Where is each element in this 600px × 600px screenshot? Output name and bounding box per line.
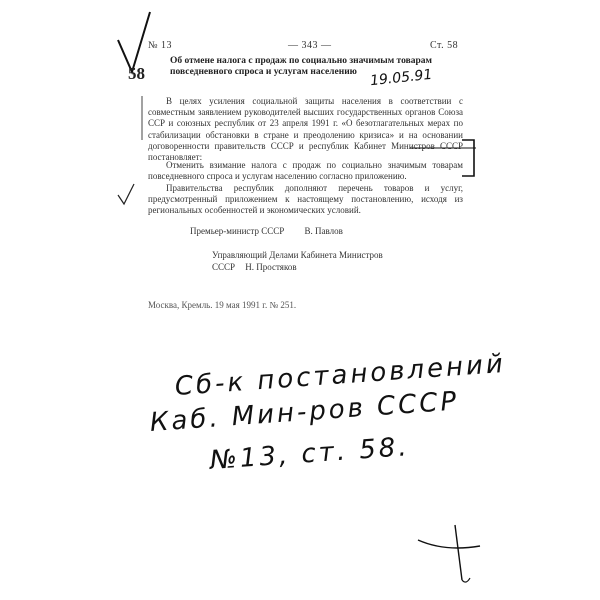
signature-title: Премьер-министр СССР <box>190 226 285 236</box>
signature-premier <box>190 226 343 236</box>
paragraph-republics: Правительства республик дополняют перечень товаров и услуг, предусмотренный приложением к настоящему постановлению, исходя из региональных особенностей и экономических условий. <box>148 183 463 216</box>
signature-manager <box>212 249 402 273</box>
page-number: — 343 — <box>288 40 332 51</box>
decree-number: 58 <box>128 64 145 83</box>
place-date: Москва, Кремль. 19 мая 1991 г. № 251. <box>148 300 297 310</box>
bracket-mark <box>462 140 474 176</box>
paragraph-resolution: Отменить взимание налога с продаж по социально значимым товарам повседневного спроса и услугам населению согласно приложению. <box>148 160 463 182</box>
issue-number: № 13 <box>148 40 173 51</box>
margin-tick-icon <box>118 184 134 204</box>
signature-title: Управляющий Делами Кабинета Министров СССР <box>212 250 383 272</box>
article-ref: Ст. 58 <box>430 40 459 51</box>
handwritten-date: 19.05.91 <box>369 66 434 90</box>
handwritten-note-line-3: №13, ст. 58. <box>208 432 411 476</box>
handwritten-note-line-2: Каб. Мин-ров СССР <box>148 386 461 438</box>
cross-signature-icon <box>418 540 480 548</box>
handwritten-note-line-1: Сб-к постановлений <box>173 348 507 402</box>
decree-title: Об отмене налога с продаж по социально значимым товарам повседневного спроса и услугам населению <box>170 56 432 77</box>
paragraph-preamble: В целях усиления социальной защиты населения в соответствии с совместным заявлением руководителей высших государственных органов Союза ССР и союзных республик от 23 апреля 1991 г. «О безотлагательных мерах по стабилизации обстановки в стране и преодолению кризиса» и на основании договоренности правительств СССР и республик Кабинет Министров СССР постановляет: <box>148 96 463 163</box>
signature-name: Н. Простяков <box>245 262 297 272</box>
checkmark-icon <box>118 12 150 72</box>
signature-name: В. Павлов <box>304 226 343 236</box>
